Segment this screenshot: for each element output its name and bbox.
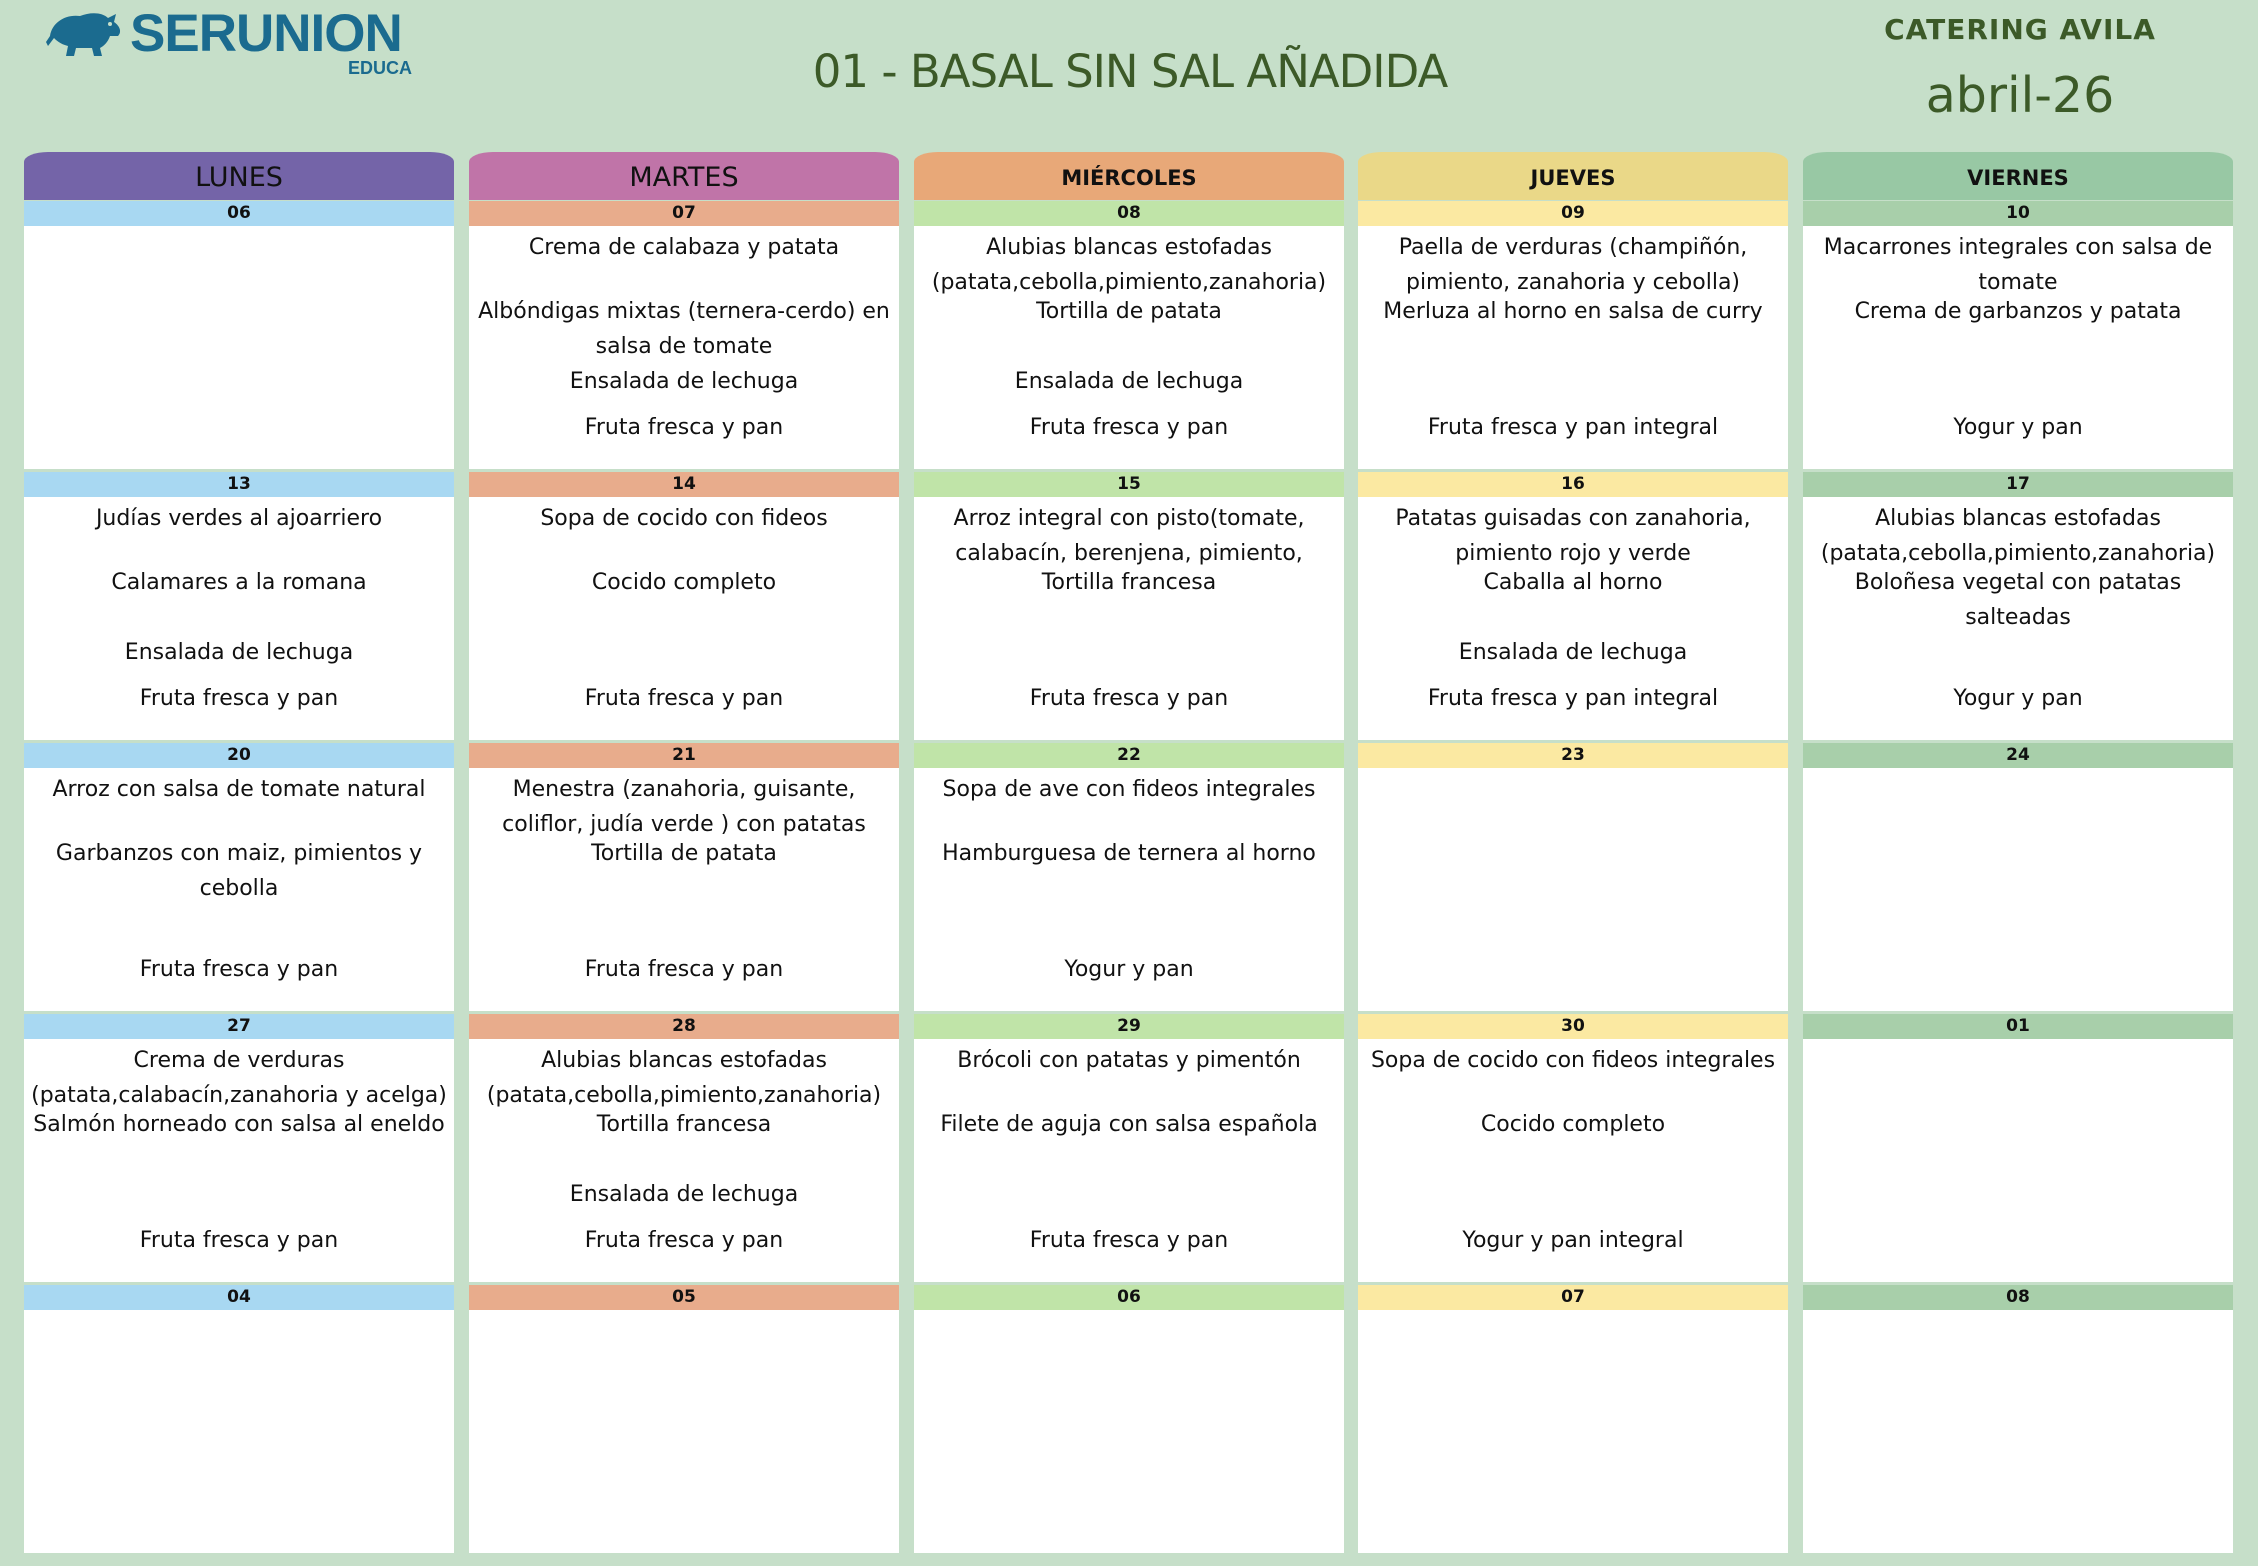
date-label: 20	[24, 743, 454, 768]
second-course: Caballa al horno	[1483, 570, 1663, 595]
side-dish: Ensalada de lechuga	[124, 640, 354, 665]
second-course: Cocido completo	[591, 570, 777, 595]
date-label: 05	[469, 1285, 899, 1310]
day-cell	[24, 472, 454, 740]
date-label: 09	[1358, 201, 1788, 226]
second-course: Filete de aguja con salsa española	[940, 1112, 1318, 1137]
day-cell	[469, 472, 899, 740]
dessert: Fruta fresca y pan	[584, 1228, 784, 1253]
first-course: Alubias blancas estofadas (patata,cebolla,pimiento,zanahoria)	[931, 235, 1327, 295]
second-course: Tortilla francesa	[1041, 570, 1217, 595]
dessert: Fruta fresca y pan	[1029, 1228, 1229, 1253]
day-header-martes: MARTES	[469, 152, 899, 200]
second-course: Tortilla de patata	[1036, 299, 1222, 324]
first-course: Crema de calabaza y patata	[528, 235, 840, 260]
first-course: Sopa de cocido con fideos	[540, 506, 828, 531]
dessert: Fruta fresca y pan	[139, 957, 339, 982]
second-course: Albóndigas mixtas (ternera-cerdo) en salsa de tomate	[478, 299, 890, 359]
day-cell	[914, 472, 1344, 740]
day-header-miércoles: MIÉRCOLES	[914, 152, 1344, 200]
first-course: Menestra (zanahoria, guisante, coliflor, judía verde ) con patatas	[502, 777, 866, 837]
day-cell	[1803, 743, 2233, 1011]
date-label: 23	[1358, 743, 1788, 768]
brand-sub: EDUCA	[348, 58, 413, 78]
side-dish: Ensalada de lechuga	[569, 369, 799, 394]
second-course: Merluza al horno en salsa de curry	[1383, 299, 1763, 324]
first-course: Alubias blancas estofadas (patata,cebolla,pimiento,zanahoria)	[1820, 506, 2216, 566]
day-cell	[24, 201, 454, 469]
dessert: Fruta fresca y pan	[1029, 415, 1229, 440]
first-course: Crema de verduras (patata,calabacín,zanahoria y acelga)	[31, 1048, 447, 1108]
date-label: 13	[24, 472, 454, 497]
second-course: Tortilla francesa	[596, 1112, 772, 1137]
second-course: Crema de garbanzos y patata	[1854, 299, 2182, 324]
first-course: Paella de verduras (champiñón, pimiento, zanahoria y cebolla)	[1398, 235, 1748, 295]
dessert: Yogur y pan integral	[1462, 1228, 1684, 1253]
date-label: 21	[469, 743, 899, 768]
dessert: Fruta fresca y pan	[584, 957, 784, 982]
date-label: 14	[469, 472, 899, 497]
date-label: 29	[914, 1014, 1344, 1039]
day-header-jueves: JUEVES	[1358, 152, 1788, 200]
day-cell	[1803, 1285, 2233, 1553]
first-course: Sopa de cocido con fideos integrales	[1370, 1048, 1776, 1073]
second-course: Boloñesa vegetal con patatas salteadas	[1854, 570, 2182, 630]
serunion-logo	[46, 2, 426, 82]
first-course: Alubias blancas estofadas (patata,cebolla,pimiento,zanahoria)	[486, 1048, 882, 1108]
first-course: Judías verdes al ajoarriero	[95, 506, 383, 531]
day-cell	[1803, 201, 2233, 469]
date-label: 17	[1803, 472, 2233, 497]
date-label: 16	[1358, 472, 1788, 497]
day-cell	[1358, 743, 1788, 1011]
side-dish: Ensalada de lechuga	[1014, 369, 1244, 394]
side-dish: Ensalada de lechuga	[1458, 640, 1688, 665]
date-label: 10	[1803, 201, 2233, 226]
day-cell	[1358, 472, 1788, 740]
dessert: Fruta fresca y pan integral	[1427, 686, 1719, 711]
date-label: 08	[914, 201, 1344, 226]
day-header-viernes: VIERNES	[1803, 152, 2233, 200]
second-course: Hamburguesa de ternera al horno	[942, 841, 1316, 866]
day-cell	[469, 743, 899, 1011]
date-label: 15	[914, 472, 1344, 497]
day-cell	[1358, 201, 1788, 469]
day-cell	[1803, 1014, 2233, 1282]
first-course: Macarrones integrales con salsa de tomate	[1823, 235, 2213, 295]
second-course: Calamares a la romana	[111, 570, 367, 595]
dessert: Yogur y pan	[1953, 415, 2083, 440]
date-label: 24	[1803, 743, 2233, 768]
day-header-lunes: LUNES	[24, 152, 454, 200]
second-course: Tortilla de patata	[591, 841, 777, 866]
dessert: Yogur y pan	[1953, 686, 2083, 711]
catering-name: CATERING AVILA	[1884, 13, 2156, 46]
bull-logo-icon	[46, 6, 126, 58]
dessert: Fruta fresca y pan	[584, 415, 784, 440]
day-cell	[914, 1014, 1344, 1282]
first-course: Arroz con salsa de tomate natural	[52, 777, 426, 802]
second-course: Garbanzos con maiz, pimientos y cebolla	[55, 841, 423, 901]
date-label: 30	[1358, 1014, 1788, 1039]
day-cell	[1358, 1014, 1788, 1282]
second-course: Salmón horneado con salsa al eneldo	[33, 1112, 445, 1137]
first-course: Brócoli con patatas y pimentón	[957, 1048, 1301, 1073]
date-label: 06	[24, 201, 454, 226]
first-course: Sopa de ave con fideos integrales	[942, 777, 1316, 802]
side-dish: Ensalada de lechuga	[569, 1182, 799, 1207]
date-label: 22	[914, 743, 1344, 768]
day-cell	[24, 1285, 454, 1553]
date-label: 27	[24, 1014, 454, 1039]
dessert: Fruta fresca y pan	[584, 686, 784, 711]
day-cell	[469, 1014, 899, 1282]
date-label: 06	[914, 1285, 1344, 1310]
day-cell	[914, 201, 1344, 469]
day-cell	[469, 1285, 899, 1553]
dessert: Fruta fresca y pan integral	[1427, 415, 1719, 440]
dessert: Fruta fresca y pan	[139, 1228, 339, 1253]
day-cell	[914, 743, 1344, 1011]
day-cell	[1358, 1285, 1788, 1553]
first-course: Patatas guisadas con zanahoria, pimiento rojo y verde	[1395, 506, 1751, 566]
date-label: 01	[1803, 1014, 2233, 1039]
first-course: Arroz integral con pisto(tomate, calabacín, berenjena, pimiento,	[953, 506, 1305, 566]
date-label: 08	[1803, 1285, 2233, 1310]
date-label: 07	[1358, 1285, 1788, 1310]
date-label: 28	[469, 1014, 899, 1039]
day-cell	[914, 1285, 1344, 1553]
dessert: Fruta fresca y pan	[139, 686, 339, 711]
day-cell	[1803, 472, 2233, 740]
day-cell	[469, 201, 899, 469]
menu-title: 01 - BASAL SIN SAL AÑADIDA	[812, 45, 1448, 98]
second-course: Cocido completo	[1480, 1112, 1666, 1137]
date-label: 07	[469, 201, 899, 226]
brand-name: SERUNION	[130, 4, 402, 63]
dessert: Yogur y pan	[1064, 957, 1194, 982]
menu-month: abril-26	[1925, 67, 2115, 124]
day-cell	[24, 1014, 454, 1282]
date-label: 04	[24, 1285, 454, 1310]
dessert: Fruta fresca y pan	[1029, 686, 1229, 711]
day-cell	[24, 743, 454, 1011]
